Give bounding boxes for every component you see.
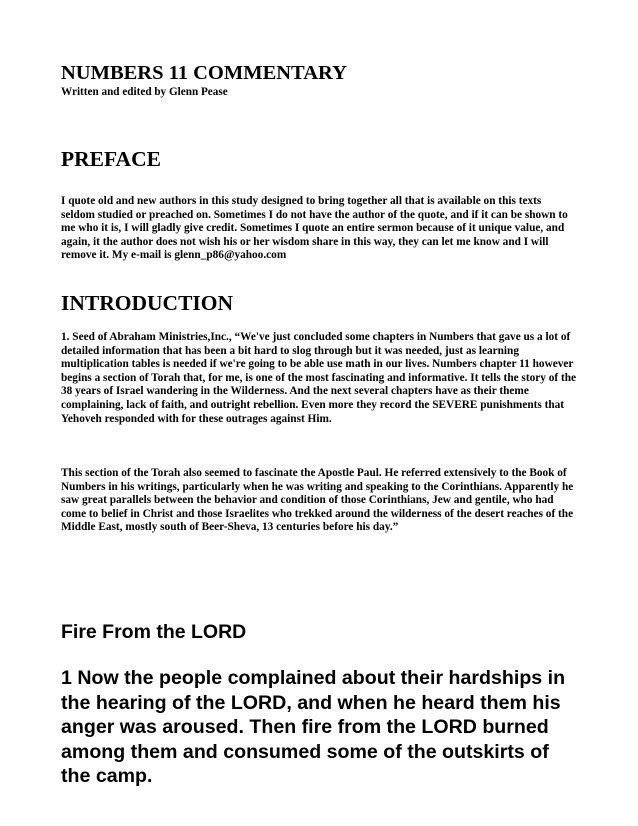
preface-paragraph: I quote old and new authors in this study designed to bring together all that is available on this texts seldom studied or preached on. Sometimes I do not have the author of the quote, and if it can be shown to me who it is, I will gladly give credit. Sometimes I quote an entire sermon because of it unique value, and again, it the author does not wish his or her wisdom share in this way, they can let me know and I will remove it. My e-mail is glenn_p86@yahoo.com [61,195,568,262]
verse-text: 1 Now the people complained about their hardships in the hearing of the LORD, and when he heard them his anger was aroused. Then fire from the LORD burned among them and consumed some of the outskirts of the camp. [61,667,566,788]
introduction-paragraph-1: 1. Seed of Abraham Ministries,Inc., “We've just concluded some chapters in Numbers that gave us a lot of detailed information that has been a bit hard to slog through but it was needed, just as learning multiplication tables is needed if we're going to be able use math in our lives. Numbers chapter 11 however begins a section of Torah that, for me, is one of the most fascinating and informative. It tells the story of the 38 years of Israel wandering in the Wilderness. And the next several chapters have as their theme complaining, lack of faith, and outright rebellion. Even more they record the SEVERE punishments that Yehoveh responded with for these outrages against Him. [61,331,577,425]
introduction-heading: INTRODUCTION [61,291,234,315]
preface-heading: PREFACE [61,147,161,171]
introduction-paragraph-2: This section of the Torah also seemed to fascinate the Apostle Paul. He referred extensively to the Book of Numbers in his writings, particularly when he was writing and speaking to the Corinthians. Apparently he saw great parallels between the behavior and condition of those Corinthians, Jew and gentile, who had come to belief in Christ and those Israelites who trekked around the wilderness of the desert reaches of the Middle East, mostly south of Beer-Sheva, 13 centuries before his day.” [61,467,574,534]
section-heading: Fire From the LORD [61,621,247,643]
author-byline: Written and edited by Glenn Pease [61,86,228,98]
document-title: NUMBERS 11 COMMENTARY [61,62,347,84]
